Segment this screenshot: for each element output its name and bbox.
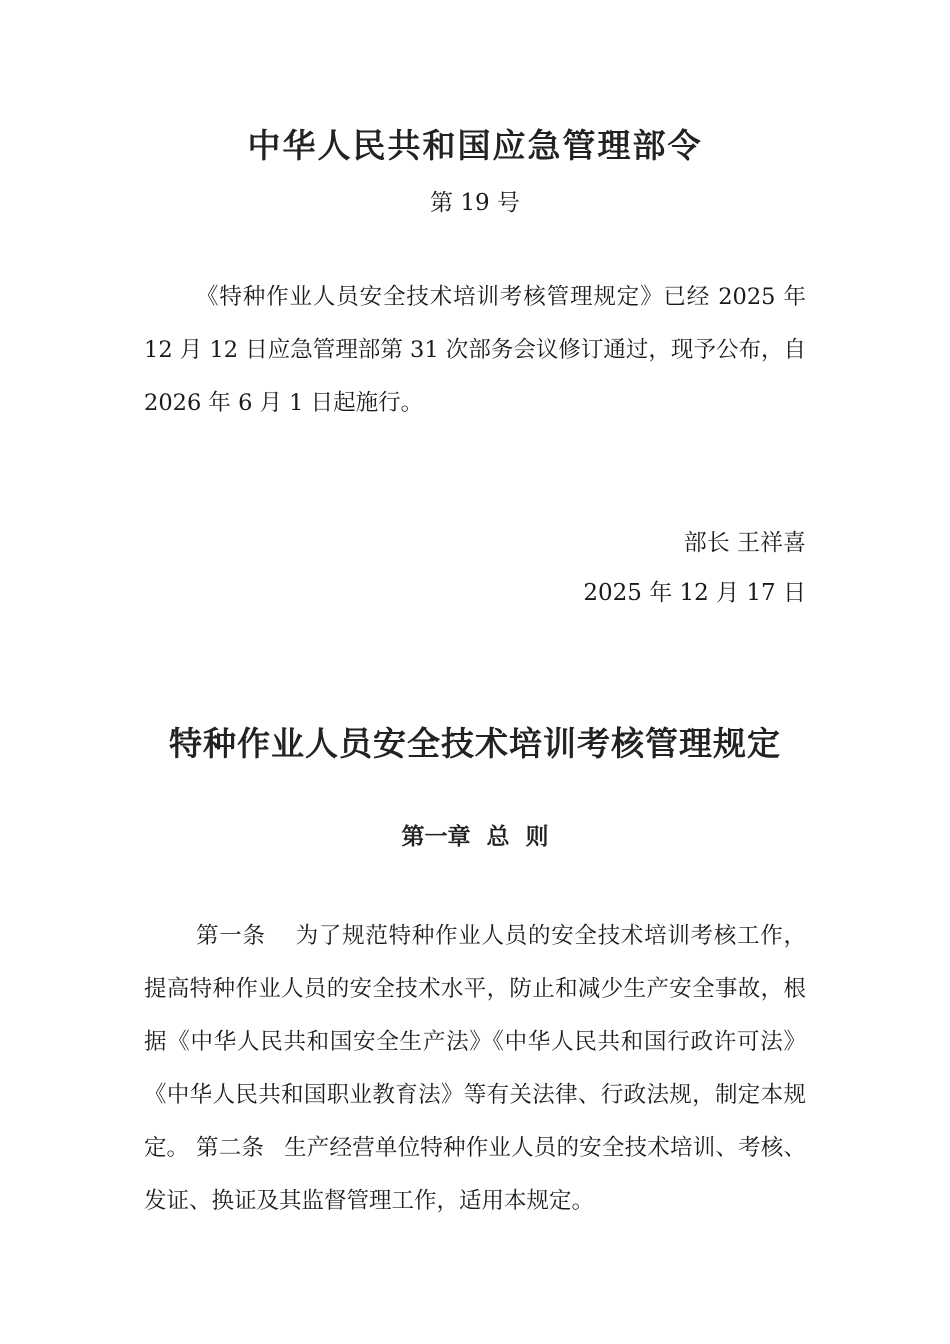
article-2 [144, 1122, 806, 1228]
decree-number: 第 19 号 [430, 190, 520, 216]
chapter-title: 第一章 总 则 [401, 824, 549, 850]
regulation-title: 特种作业人员安全技术培训考核管理规定 [169, 724, 781, 763]
decree-body: 《特种作业人员安全技术培训考核管理规定》已经 2025 年 12 月 12 日应急管理部第 31 次部务会议修订通过，现予公布，自 2026 年 6 月 1 日起施行。 [144, 284, 806, 416]
decree-title: 中华人民共和国应急管理部令 [247, 126, 703, 165]
article-1-text: 为了规范特种作业人员的安全技术培训考核工作，提高特种作业人员的安全技术水平，防止和减少生产安全事故，根据《中华人民共和国安全生产法》《中华人民共和国行政许可法》《中华人民共和国职业教育法》等有关法律、行政法规，制定本规定。 [144, 923, 806, 1161]
article-2-text: 生产经营单位特种作业人员的安全技术培训、考核、发证、换证及其监督管理工作，适用本规定。 [144, 1135, 806, 1214]
signer: 部长 王祥喜 [683, 530, 806, 556]
article-1-number: 第一条 [196, 923, 266, 949]
article-2-number: 第二条 [196, 1135, 265, 1161]
signing-date: 2025 年 12 月 17 日 [583, 580, 806, 606]
